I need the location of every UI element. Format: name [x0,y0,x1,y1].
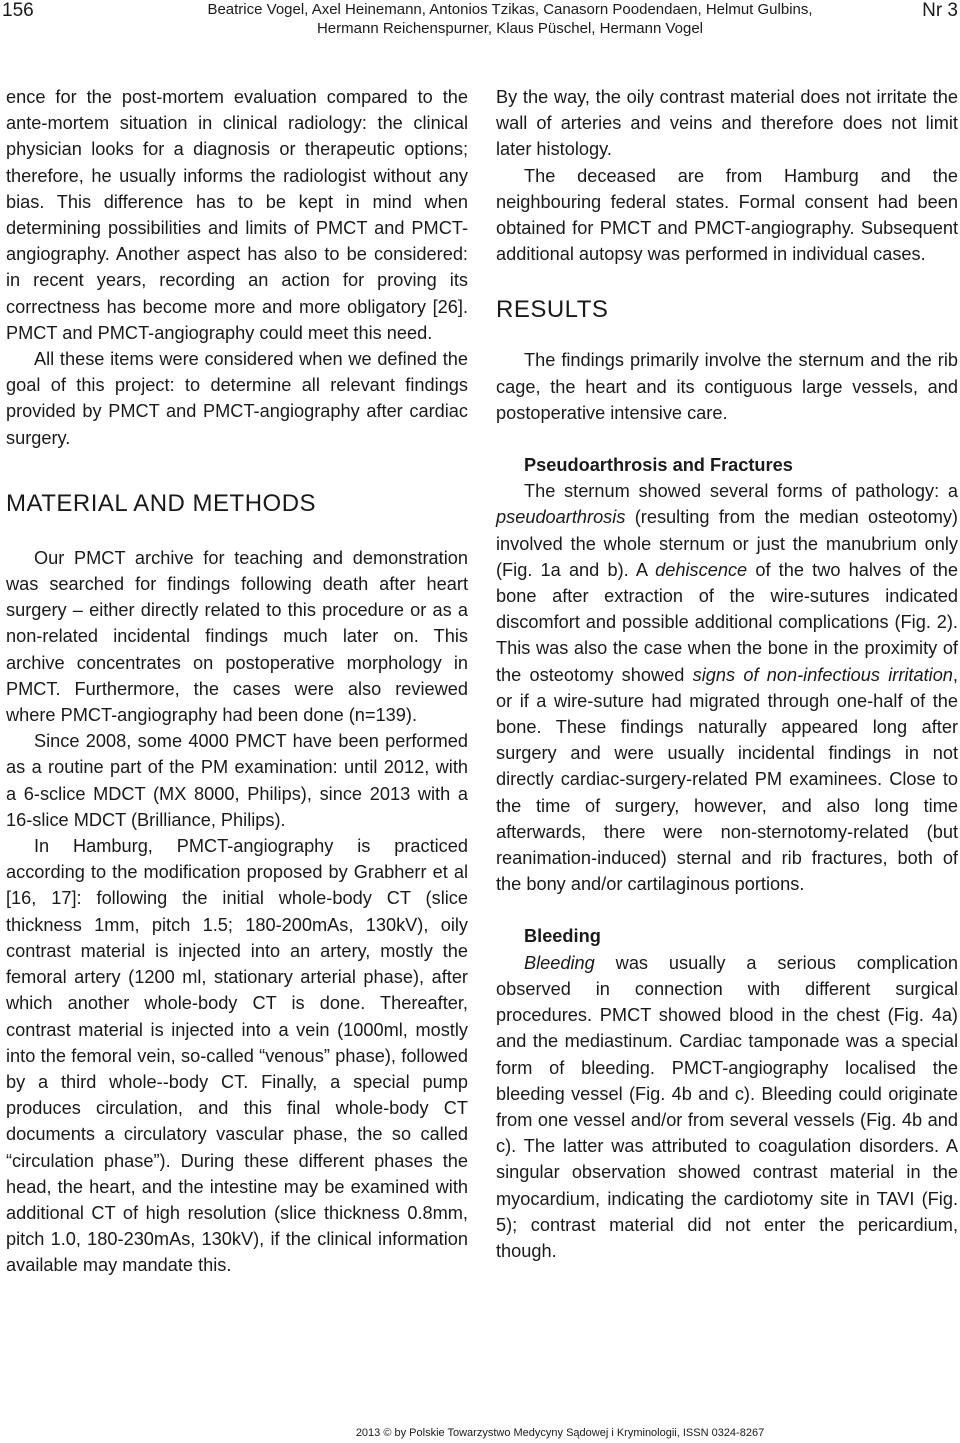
paragraph: ence for the post-mortem evaluation compared to the ante-mortem situation in clinical radiology: the clinical physician looks for a diagnosis or therapeutic options; therefore, he usually informs the radiologist without any bias. This difference has to be kept in mind when determining possibilities and limits of PMCT and PMCT-angiography. Another aspect has also to be considered: in recent years, recording an action for proving its correctness has become more and more obligatory [26]. PMCT and PMCT-angiography could meet this need. [6,87,468,343]
page-footer [0,1427,960,1439]
emphasis: dehiscence [655,559,748,580]
copyright-notice: 2013 © by Polskie Towarzystwo Medycyny Sądowej i Kryminologii, ISSN 0324-8267 [355,1427,765,1439]
section-heading-results: RESULTS [496,296,609,324]
paragraph: The findings primarily involve the sternum and the rib cage, the heart and its contiguous large vessels, and postoperative intensive care. [496,350,958,423]
text-run: was usually a serious complication observed in connection with different surgical procedures. PMCT showed blood in the chest (Fig. 4a) and the mediastinum. Cardiac tamponade was a special form of bleeding. PMCT-angiography localised the bleeding vessel (Fig. 4b and c). Bleeding could originate from one vessel and/or from several vessels (Fig. 4b and c). The latter was attributed to coagulation disorders. A singular observation showed contrast material in the myocardium, indicating the cardiotomy site in TAVI (Fig. 5); contrast material did not enter the pericardium, though. [496,952,958,1261]
text-run: (resulting from the median osteotomy) involved the whole sternum or just the manubrium only (Fig. 1a and b). A [496,507,958,580]
section-heading-methods: MATERIAL AND METHODS [6,489,317,517]
paragraph: All these items were considered when we defined the goal of this project: to determine all relevant findings provided by PMCT and PMCT-angiography after cardiac surgery. [6,349,468,448]
emphasis: signs of non-infectious irritation [692,664,953,685]
authors [150,0,870,38]
text-run: The sternum showed several forms of pathology: a [524,481,958,502]
issue-number: Nr 3 [922,0,958,21]
text-run: , or if a wire-suture had migrated through one-half of the bone. These findings naturally appeared long after surgery and were usually incidental findings in not directly cardiac-surgery-related PM examinees. Close to the time of surgery, however, and also long time afterwards, there were non-sternotomy-related (but reanimation-induced) sternal and rib fractures, both of the bony and/or cartilaginous portions. [496,664,958,895]
paragraph: The deceased are from Hamburg and the neighbouring federal states. Formal consent had been obtained for PMCT and PMCT-angiography. Subsequent additional autopsy was performed in individual cases. [496,165,958,265]
text-run: of the two halves of the bone after extraction of the wire-sutures indicated discomfort and possible additional complications (Fig. 2). This was also the case when the bone in the proximity of the osteotomy showed [496,559,958,685]
authors-line-1: Beatrice Vogel, Axel Heinemann, Antonios Tzikas, Canasorn Poodendaen, Helmut Gulbins, [207,1,813,18]
subheading-pseudoarthrosis: Pseudoarthrosis and Fractures [524,455,793,476]
paragraph: By the way, the oily contrast material does not irritate the wall of arteries and veins and therefore does not limit later histology. [496,87,958,160]
emphasis: Bleeding [524,952,595,973]
page-header [0,0,960,44]
authors-line-2: Hermann Reichenspurner, Klaus Püschel, Hermann Vogel [316,20,704,37]
left-column [6,84,468,1279]
paragraph: In Hamburg, PMCT-angiography is practiced according to the modification proposed by Grabherr et al [16, 17]: following the initial whole-body CT (slice thickness 1mm, pitch 1.5; 180-200mAs, 130kV), oily contrast material is injected into an artery, mostly the femoral artery (1200 ml, stationary arterial phase), after which another whole-body CT is done. Thereafter, contrast material is injected into a vein (1000ml, mostly into the femoral vein, so-called “venous” phase), followed by a third whole--body CT. Finally, a special pump produces circulation, and this final whole-body CT documents a circulatory vascular phase, the so called “circulation phase”). During these different phases the head, the heart, and the intestine may be examined with additional CT of high resolution (slice thickness 0.8mm, pitch 1.0, 180-230mAs, 130kV), if the clinical information available may mandate this. [6,836,468,1276]
page-number: 156 [2,0,34,21]
right-column [496,84,958,1264]
subheading-bleeding: Bleeding [524,926,601,947]
paragraph [496,478,958,897]
emphasis: pseudoarthrosis [496,507,626,528]
paragraph [496,950,958,1264]
paragraph: Our PMCT archive for teaching and demonstration was searched for findings following death after heart surgery – either directly related to this procedure or as a non-related incidental findings much later on. This archive concentrates on postoperative morphology in PMCT. Furthermore, the cases were also reviewed where PMCT-angiography had been done (n=139). [6,547,468,726]
paragraph: Since 2008, some 4000 PMCT have been performed as a routine part of the PM examination: until 2012, with a 6-sclice MDCT (MX 8000, Philips), since 2013 with a 16-slice MDCT (Brilliance, Philips). [6,731,468,830]
